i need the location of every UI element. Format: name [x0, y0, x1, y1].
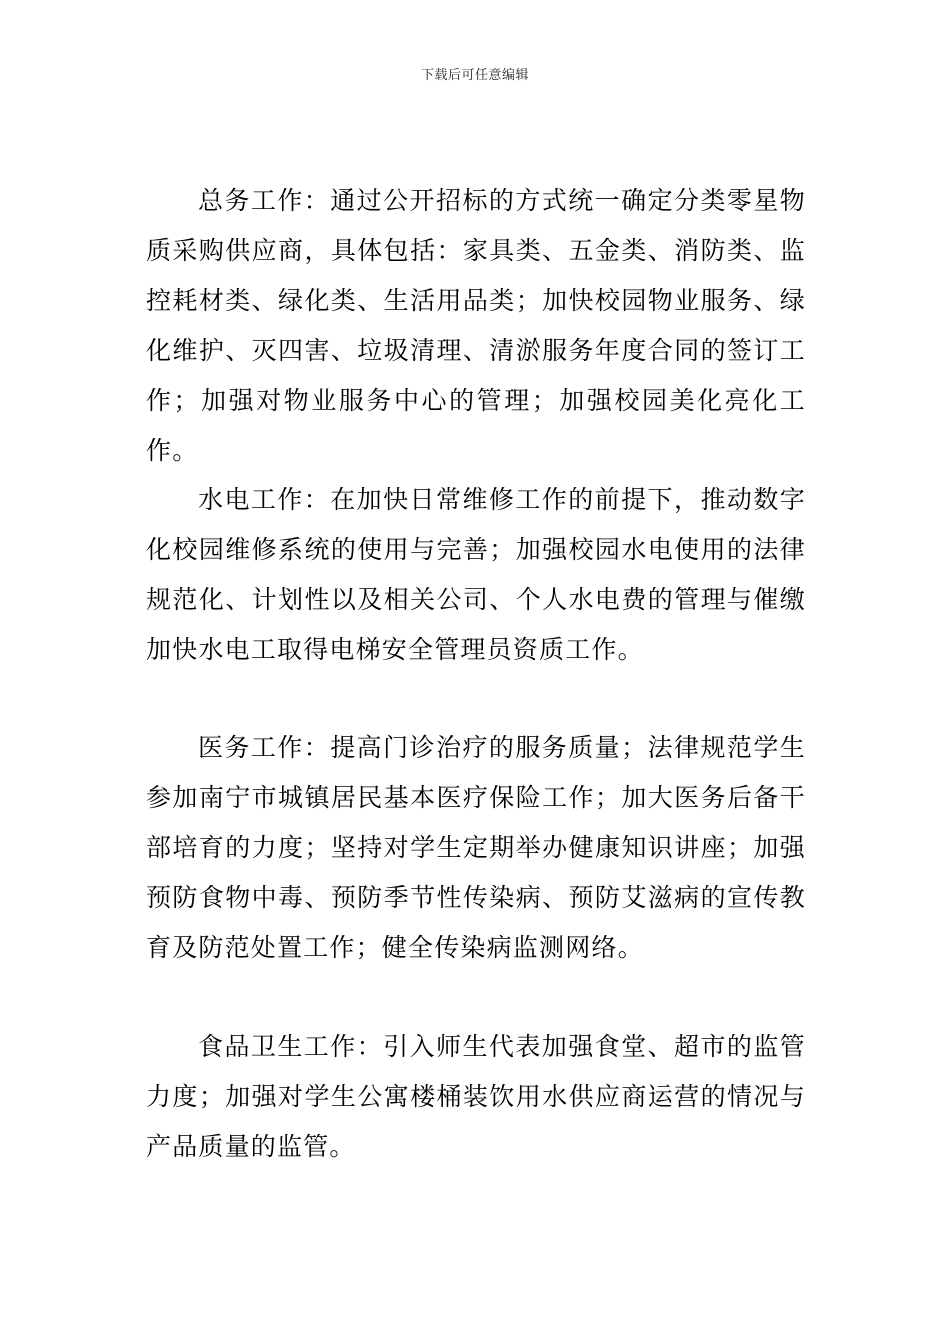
- paragraph-water-electricity: 水电工作：在加快日常维修工作的前提下，推动数字化校园维修系统的使用与完善；加强校园水电使用的法律规范化、计划性以及相关公司、个人水电费的管理与催缴加快水电工取得电梯安全管理员资质工作。: [146, 485, 806, 664]
- header-note: 下载后可任意编辑: [420, 68, 529, 83]
- paragraph-food-hygiene: 食品卫生工作：引入师生代表加强食堂、超市的监管力度；加强对学生公寓楼桶装饮用水供应商运营的情况与产品质量的监管。: [146, 1032, 806, 1161]
- paragraph-general-affairs: 总务工作：通过公开招标的方式统一确定分类零星物质采购供应商，具体包括：家具类、五金类、消防类、监控耗材类、绿化类、生活用品类；加快校园物业服务、绿化维护、灭四害、垃圾清理、清淤服务年度合同的签订工作；加强对物业服务中心的管理；加强校园美化亮化工作。: [146, 186, 806, 465]
- paragraph-medical-affairs: 医务工作：提高门诊治疗的服务质量；法律规范学生参加南宁市城镇居民基本医疗保险工作；加大医务后备干部培育的力度；坚持对学生定期举办健康知识讲座；加强预防食物中毒、预防季节性传染病、预防艾滋病的宣传教育及防范处置工作；健全传染病监测网络。: [146, 733, 806, 962]
